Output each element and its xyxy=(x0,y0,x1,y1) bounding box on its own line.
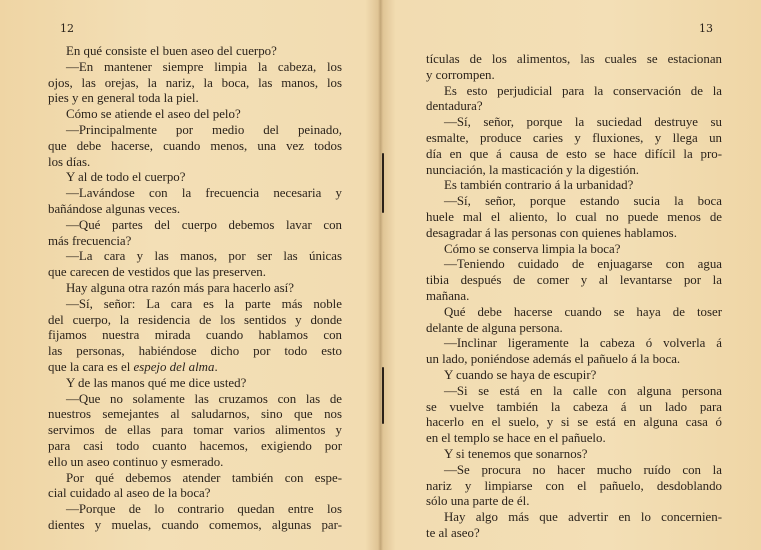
text-line: —Que no solamente las cruzamos con las de xyxy=(66,391,342,406)
text-line: Y si tenemos que sonarnos? xyxy=(444,446,588,461)
text-line: hacerlo en el suelo, y si se está en alguna casa ó xyxy=(426,415,722,430)
italic-phrase: espejo del alma xyxy=(133,359,215,374)
text-line: bañándose algunas veces. xyxy=(48,201,181,216)
text-line: Es también contrario á la urbanidad? xyxy=(444,178,634,193)
text-line-start: que la cara es el xyxy=(48,359,134,374)
text-line: —La cara y las manos, por ser las únicas xyxy=(66,249,342,264)
text-line: te al aseo? xyxy=(426,525,480,540)
text-line: —Lavándose con la frecuencia necesaria y xyxy=(66,186,342,201)
text-line: dientes y muelas, cuando comemos, algunas par- xyxy=(48,517,342,532)
italic-suffix: . xyxy=(214,359,218,374)
text-line: fijamos nuestra mirada cuando hablamos con xyxy=(48,328,342,343)
text-line: mañana. xyxy=(426,288,470,303)
text-line: Por qué debemos atender también con espe- xyxy=(66,470,342,485)
text-line: día en que á causa de esto se hace difícil la pro- xyxy=(426,146,722,161)
text-line: nariz y limpiarse con el pañuelo, desdoblando xyxy=(426,478,722,493)
text-line: —Sí, señor, porque estando sucia la boca xyxy=(444,194,722,209)
left-page xyxy=(0,0,380,550)
text-line: Qué debe hacerse cuando se haya de toser xyxy=(444,304,722,319)
text-line: esmalte, produce caries y fluxiones, y llega un xyxy=(426,130,722,145)
text-line: Hay alguna otra razón más para hacerlo así? xyxy=(66,280,294,295)
text-line: delante de alguna persona. xyxy=(426,320,563,335)
text-line: cial cuidado al aseo de la boca? xyxy=(48,486,211,501)
text-line: —Teniendo cuidado de enjuagarse con agua xyxy=(444,257,722,272)
text-line: tibia después de comer y al levantarse por la xyxy=(426,273,722,288)
text-line: —Porque de lo contrario quedan entre los xyxy=(66,502,342,517)
text-line: —Se procura no hacer mucho ruído con la xyxy=(444,462,722,477)
text-line: y corrompen. xyxy=(426,67,495,82)
text-line: —Si se está en la calle con alguna persona xyxy=(444,383,722,398)
text-line: pies y en general toda la piel. xyxy=(48,91,199,106)
text-line: desagradar á las personas con quienes hablamos. xyxy=(426,225,677,240)
text-line: servimos de ellas para tomar varios alimentos y xyxy=(48,423,342,438)
text-line: las personas, habiéndose dicho por todo esto xyxy=(48,344,342,359)
text-line: Hay algo más que advertir en lo concernien- xyxy=(444,510,722,525)
text-line: —Sí, señor: La cara es la parte más noble xyxy=(66,296,342,311)
text-line: que debe hacerse, cuando menos, una vez todos xyxy=(48,138,342,153)
text-line: los días. xyxy=(48,154,91,169)
text-line: del cuerpo, la residencia de los sentidos y donde xyxy=(48,312,342,327)
text-line: sólo una parte de él. xyxy=(426,494,530,509)
text-line: Es esto perjudicial para la conservación de la xyxy=(444,83,722,98)
text-line: se vuelve también la cabeza á un lado para xyxy=(426,399,722,414)
text-line: —Inclinar ligeramente la cabeza ó volverla á xyxy=(444,336,722,351)
text-line: ello un aseo continuo y esmerado. xyxy=(48,454,224,469)
text-line: ojos, las orejas, la nariz, la boca, las manos, los xyxy=(48,75,342,90)
left-page-number: 12 xyxy=(60,22,74,35)
right-page-number: 13 xyxy=(699,22,713,35)
text-line xyxy=(48,360,342,376)
left-page-text xyxy=(48,44,342,534)
text-line: nuestros semejantes al saludarnos, sino que nos xyxy=(48,407,342,422)
text-line: en el templo se hace en el pañuelo. xyxy=(426,431,606,446)
text-line: —Principalmente por medio del peinado, xyxy=(66,122,342,137)
text-line: para casi todo cuanto hacemos, exigiendo por xyxy=(48,438,342,453)
text-line: —Qué partes del cuerpo debemos lavar con xyxy=(66,217,342,232)
text-line: Y cuando se haya de escupir? xyxy=(444,367,597,382)
text-line: —Sí, señor, porque la suciedad destruye su xyxy=(444,115,722,130)
text-line: dentadura? xyxy=(426,99,483,114)
text-line: En qué consiste el buen aseo del cuerpo? xyxy=(66,44,277,58)
text-line: huele mal el aliento, lo cual no puede menos de xyxy=(426,209,722,224)
text-line: nunciación, la masticación y la digestión. xyxy=(426,162,639,177)
right-page-text xyxy=(426,52,722,542)
text-line: Y al de todo el cuerpo? xyxy=(66,170,186,185)
right-page xyxy=(380,0,761,550)
text-line: que carecen de vestidos que las preserven. xyxy=(48,265,266,280)
text-line: más frecuencia? xyxy=(48,233,132,248)
text-line: un lado, poniéndose además el pañuelo á la boca. xyxy=(426,352,681,367)
text-line: tículas de los alimentos, las cuales se estacionan xyxy=(426,52,722,66)
text-line: Cómo se conserva limpia la boca? xyxy=(444,241,621,256)
text-line: —En mantener siempre limpia la cabeza, los xyxy=(66,59,342,74)
text-line: Cómo se atiende el aseo del pelo? xyxy=(66,107,241,122)
text-line: Y de las manos qué me dice usted? xyxy=(66,375,247,390)
